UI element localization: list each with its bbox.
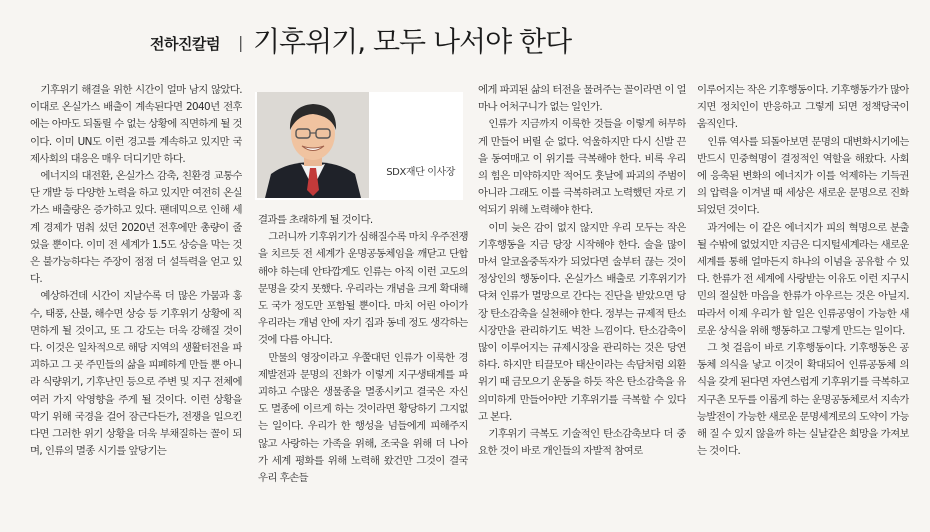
paragraph: 과거에는 이 같은 에너지가 피의 혁명으로 분출될 수밖에 없었지만 지금은 디지털세계라는 새로운 세계를 통해 얼마든지 하나의 이념을 공유할 수 있다. 한류가 전 세계에 사랑받는 이유도 이런 지구시민의 절실한 마음을 한류가 아우르는 것은 아닐지. 따라서 이제 우리가 할 일은 인류공영이 가능한 새로운 상식을 위해 행동하고 그렇게 만드는 일이다. [697,221,909,337]
paragraph: 기후위기 극복도 기술적인 탄소감축보다 더 중요한 것이 바로 개인들의 자발적 참여로 [478,428,686,458]
paragraph: 에게 파괴된 삶의 터전을 물려주는 꼴이라면 이 얼마나 어처구니가 없는 일인가. [478,84,686,114]
paragraph: 만물의 영장이라고 우쭐대던 인류가 이룩한 경제발전과 문명의 진화가 이렇게 지구생태계를 파괴하고 수많은 생물종을 멸종시키고 결국은 자신도 멸종에 이르게 하는 것이라면 황당하기 그지없는 일이다. 우리가 한 행성을 넘들에게 피해주지 않고 사랑하는 가족을 위해, 조국을 위해 더 나아가 세계 평화를 위해 노력해 왔건만 그것이 결국 우리 후손들 [258,351,468,485]
paragraph: 이미 늦은 감이 없지 않지만 우리 모두는 작은 기후행동을 지금 당장 시작해야 한다. 술을 많이 마셔 알코올중독자가 되었다면 술부터 끊는 것이 정상인의 행동이다. 온실가스 배출로 기후위기가 닥쳐 인류가 멸망으로 간다는 진단을 받았으면 당장 탄소감축을 실천해야 한다. 정부는 규제적 탄소시장만을 관리하기도 벅찬 느낌이다. 탄소감축이 많이 이루어지는 규제시장을 관리하는 것은 당연하다. 하지만 티끌모아 태산이라는 속담처럼 외환위기 때 금모으기 운동을 하듯 작은 탄소감축을 유의미하게 만들어야만 기후위기를 극복할 수 있다고 본다. [478,221,686,423]
paragraph: 이루어지는 작은 기후행동이다. 기후행동가가 많아지면 정치인이 반응하고 그렇게 되면 정책당국이 움직인다. [697,84,909,131]
paragraph: 그 첫 걸음이 바로 기후행동이다. 기후행동은 공동체 의식을 낳고 이것이 확대되어 인류공동체 의식을 갖게 된다면 자연스럽게 기후위기를 극복하고 지구촌 모두를 이롭게 하는 운명공동체로서 지속가능발전이 가능한 새로운 문명세계로의 도약이 가능해 질 수 있지 않을까 하는 실낱같은 희망을 가져보는 것이다. [697,342,909,458]
column-kicker: 전하진칼럼 [150,35,220,53]
article-column-3 [478,82,686,522]
article-column-2 [258,212,468,522]
paragraph: 예상하건데 시간이 지날수록 더 많은 가뭄과 홍수, 태풍, 산불, 해수면 상승 등 기후위기 상황에 직면하게 될 것이고, 또 그 강도는 더욱 강해질 것이다. 이것은 일차적으로 해당 지역의 생활터전을 파괴하고 그 곳 주민들의 삶을 피폐하게 만들 뿐 아니라 식량위기, 기후난민 등으로 주변 및 지구 전체에 여러 가지 악영향을 주게 될 것이다. 이런 상황을 막기 위해 국경을 걸어 잠근다든가, 전쟁을 일으킨다면 그러한 위기 상황을 더욱 부채질하는 꼴이 되며, 인류의 멸종 시기를 앞당기는 [30,290,242,458]
paragraph: 에너지의 대전환, 온실가스 감축, 친환경 교통수단 개발 등 다양한 노력을 하고 있지만 여전히 온실가스 배출량은 증가하고 있다. 팬데믹으로 인해 세계 경제가 멈춰 섰던 2020년 전후에만 총량이 줄었을 뿐이다. 이미 전 세계가 1.5도 상승을 막는 것은 불가능하다는 주장이 점점 더 설득력을 얻고 있다. [30,170,242,286]
article-column-1 [30,82,242,522]
paragraph: 그러니까 기후위기가 심해질수록 마치 우주전쟁을 치르듯 전 세계가 운명공동체임을 깨닫고 단합해야 하는데 안타깝게도 인류는 아직 이런 고도의 문명을 갖지 못했다. 우리라는 개념을 크게 확대해도 국가 정도만 포함될 뿐이다. 마치 어린 아이가 우리라는 개념 안에 자기 집과 동네 정도 생각하는 것에 다름 아니다. [258,231,468,347]
kicker-separator: | [238,33,244,52]
paragraph: 인류 역사를 되돌아보면 문명의 대변화시기에는 반드시 민중혁명이 결정적인 역할을 해왔다. 사회에 응축된 변화의 에너지가 이를 억제하는 기득권의 압력을 이겨낼 때 세상은 새로운 문명으로 진화되었던 것이다. [697,135,909,217]
headline: 기후위기, 모두 나서야 한다 [253,25,572,58]
article-header [0,0,930,80]
paragraph: 결과를 초래하게 될 것이다. [258,214,373,226]
article-column-4 [697,82,909,522]
paragraph: 인류가 지금까지 이룩한 것들을 이렇게 허무하게 만들어 버릴 순 없다. 억울하지만 다시 신발 끈을 동여매고 이 위기를 극복해야 한다. 비록 우리의 힘은 미약하지만 적어도 훗날에 파괴의 주범이 아니라 그래도 이를 극복하려고 노력했던 자로 기억되기 위해 노력해야 한다. [478,118,686,217]
author-photo-box [255,92,463,200]
paragraph: 기후위기 해결을 위한 시간이 얼마 남지 않았다. 이대로 온실가스 배출이 계속된다면 2040년 전후에는 아마도 되돌릴 수 없는 상황에 직면하게 될 것이다. 이미 UN도 이런 경고를 계속하고 있지만 국제사회의 대응은 매우 더디기만 하다. [30,84,242,165]
author-caption: SDX재단 이사장 [386,167,455,178]
author-portrait [257,92,369,198]
portrait-icon [257,92,369,198]
